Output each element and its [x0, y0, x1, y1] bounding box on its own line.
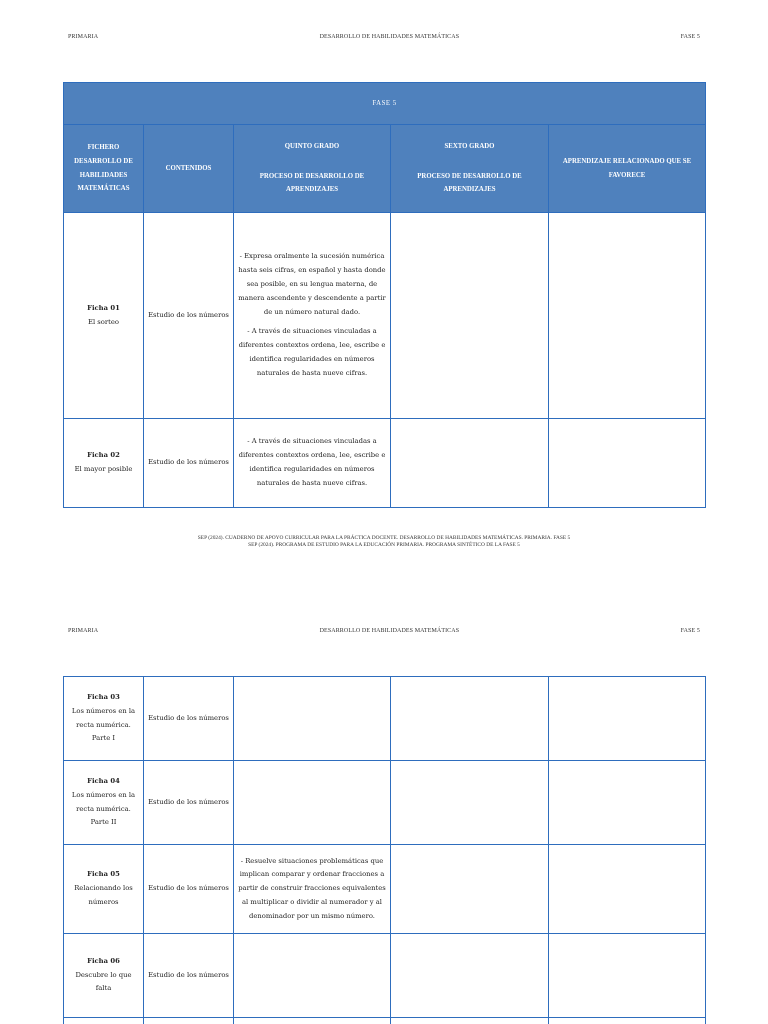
header-left: PRIMARIA — [68, 34, 99, 40]
aprendizaje-text: - A través de situaciones vinculadas a diferentes contextos ordena, lee, escribe e identifica regularidades en números naturales de hasta nueve cifras. — [238, 437, 386, 487]
aprendizaje-text: - Resuelve situaciones problemáticas que implican comparar y ordenar fracciones a partir de construir fracciones equivalentes al multiplicar o dividir al numerador y al denominador por un mismo número. — [238, 856, 386, 920]
sexto-grado-label: SEXTO GRADO — [444, 142, 495, 150]
footnote-line-2: SEP (2024). PROGRAMA DE ESTUDIO PARA LA EDUCACIÓN PRIMARIA. PROGRAMA SINTÉTICO DE LA FASE 5 — [248, 541, 520, 548]
quinto-cell — [234, 761, 391, 845]
ficha-title: Los números en la recta numérica. Parte I — [71, 706, 136, 743]
sexto-cell — [391, 1018, 549, 1024]
fase-table — [63, 82, 706, 508]
fase-table-continued — [63, 676, 706, 1024]
ficha-name: Ficha 06 — [87, 956, 120, 965]
contenido-cell: Estudio de los números — [144, 677, 234, 761]
ficha-cell — [64, 934, 144, 1018]
ficha-name: Ficha 05 — [87, 870, 120, 879]
contenido-cell: Estudio de los números — [144, 934, 234, 1018]
ficha-name: Ficha 02 — [87, 451, 120, 460]
table-row — [64, 1018, 706, 1024]
col-aprendizaje-header: APRENDIZAJE RELACIONADO QUE SE FAVORECE — [549, 125, 706, 213]
ficha-name: Ficha 01 — [87, 303, 120, 312]
ficha-title: El sorteo — [88, 317, 119, 326]
ficha-cell — [64, 677, 144, 761]
sexto-cell — [391, 934, 549, 1018]
header-right: FASE 5 — [680, 34, 700, 40]
ficha-title: Los números en la recta numérica. Parte II — [71, 790, 136, 827]
quinto-cell — [234, 677, 391, 761]
table-row — [64, 419, 706, 508]
ficha-title: Relacionando los números — [74, 884, 133, 906]
sexto-cell — [391, 845, 549, 934]
contenido-cell — [144, 1018, 234, 1024]
contenido-cell: Estudio de los números — [144, 419, 234, 508]
ficha-cell — [64, 213, 144, 419]
col-fichero-header: FICHERO DESARROLLO DE HABILIDADES MATEMÁTICAS — [64, 125, 144, 213]
header-center: DESARROLLO DE HABILIDADES MATEMÁTICAS — [319, 628, 460, 634]
col-quinto-header — [234, 125, 391, 213]
sexto-cell — [391, 419, 549, 508]
quinto-cell — [234, 1018, 391, 1024]
contenido-cell: Estudio de los números — [144, 845, 234, 934]
quinto-proceso-label: PROCESO DE DESARROLLO DE APRENDIZAJES — [259, 172, 365, 194]
aprendizaje-text: - Expresa oralmente la sucesión numérica hasta seis cifras, en español y hasta donde sea posible, en su lengua materna, de manera ascendente y descendente a partir de un número natural dado. — [238, 252, 386, 316]
relacionado-cell — [549, 213, 706, 419]
relacionado-cell — [549, 845, 706, 934]
ficha-name: Ficha 03 — [87, 692, 120, 701]
quinto-grado-label: QUINTO GRADO — [284, 142, 340, 150]
sexto-proceso-label: PROCESO DE DESARROLLO DE APRENDIZAJES — [417, 172, 522, 194]
header-right: FASE 5 — [680, 628, 700, 634]
table-row — [64, 677, 706, 761]
footnote-line-1: SEP (2024). CUADERNO DE APOYO CURRICULAR PARA LA PRÁCTICA DOCENTE. DESARROLLO DE HABILIDADES MATEMÁTICAS. PRIMARIA. FASE 5 — [197, 535, 571, 541]
sexto-cell — [391, 213, 549, 419]
table-title: FASE 5 — [64, 83, 706, 125]
ficha-cell — [64, 419, 144, 508]
ficha-cell — [64, 761, 144, 845]
table-row — [64, 934, 706, 1018]
ficha-cell — [64, 845, 144, 934]
ficha-cell — [64, 1018, 144, 1024]
relacionado-cell — [549, 419, 706, 508]
source-footnote — [63, 535, 705, 548]
ficha-name: Ficha 04 — [87, 776, 120, 785]
relacionado-cell — [549, 677, 706, 761]
table-row — [64, 845, 706, 934]
relacionado-cell — [549, 761, 706, 845]
page-header — [68, 628, 700, 634]
sexto-cell — [391, 761, 549, 845]
quinto-cell — [234, 419, 391, 508]
quinto-cell — [234, 845, 391, 934]
table-row — [64, 213, 706, 419]
relacionado-cell — [549, 934, 706, 1018]
quinto-cell — [234, 213, 391, 419]
col-sexto-header — [391, 125, 549, 213]
quinto-cell — [234, 934, 391, 1018]
contenido-cell: Estudio de los números — [144, 213, 234, 419]
ficha-title: El mayor posible — [74, 465, 133, 473]
col-contenidos-header: CONTENIDOS — [144, 125, 234, 213]
contenido-cell: Estudio de los números — [144, 761, 234, 845]
header-left: PRIMARIA — [68, 628, 99, 634]
ficha-title: Descubre lo que falta — [75, 970, 132, 993]
header-center: DESARROLLO DE HABILIDADES MATEMÁTICAS — [319, 34, 460, 40]
sexto-cell — [391, 677, 549, 761]
relacionado-cell — [549, 1018, 706, 1024]
table-row — [64, 761, 706, 845]
page-header — [68, 34, 700, 40]
aprendizaje-text: - A través de situaciones vinculadas a diferentes contextos ordena, lee, escribe e identifica regularidades en números naturales de hasta nueve cifras. — [238, 327, 386, 377]
